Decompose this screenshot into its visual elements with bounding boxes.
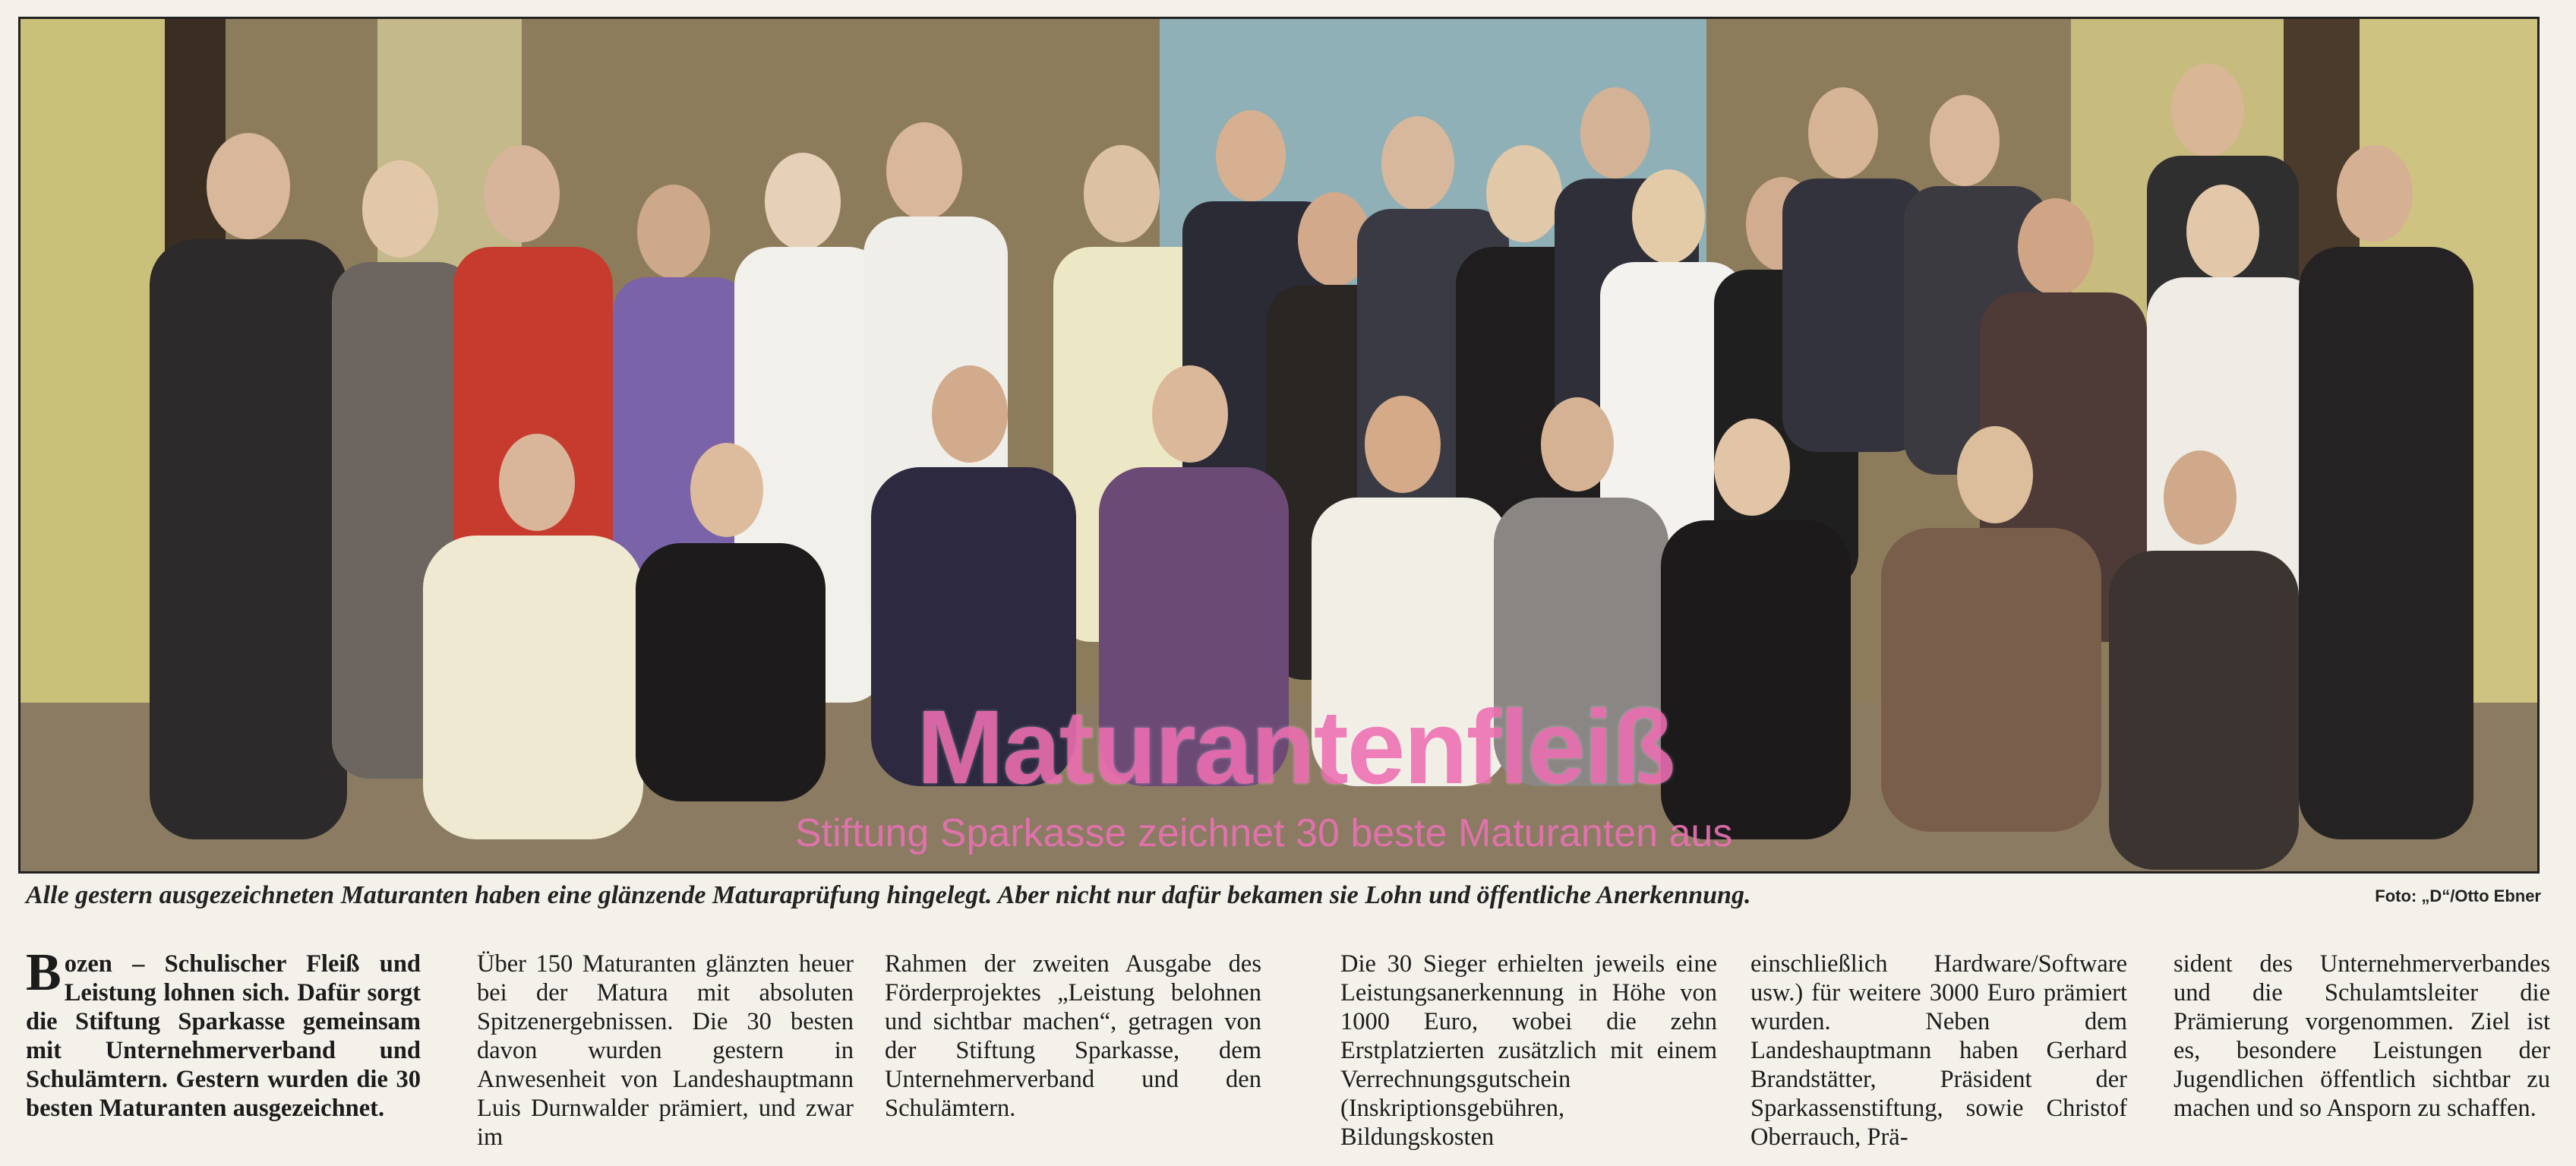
article-column-2: Über 150 Maturanten glänzten heuer bei der Matura mit absoluten Spitzenergebnissen. Die 30 besten davon wurden gestern in Anwesenheit von Landeshauptmann Luis Durnwalder prämiert, und zwar im <box>477 950 854 1151</box>
article-column-3: Rahmen der zweiten Ausgabe des Förderprojektes „Leistung belohnen und sichtbar machen“, getragen von der Stiftung Sparkasse, dem Unternehmerverband und den Schulämtern. <box>885 950 1261 1122</box>
subheadline: Stiftung Sparkasse zeichnet 30 beste Maturanten aus <box>795 811 1733 855</box>
lead-dropcap: B <box>26 943 62 1002</box>
photo-credit: Foto: „D“/Otto Ebner <box>2375 886 2541 905</box>
headline: Maturantenfleiß <box>917 689 1675 806</box>
group-photo <box>18 17 2540 874</box>
lead-text: ozen – Schulischer Fleiß und Leistung lohnen sich. Dafür sorgt die Stiftung Sparkasse gemeinsam mit Unternehmerverband und Schulämtern. Gestern wurden die 30 besten Maturanten ausgezeichnet. <box>26 950 421 1122</box>
photo-caption: Alle gestern ausgezeichneten Maturanten haben eine glänzende Maturaprüfung hingelegt. Aber nicht nur dafür bekamen sie Lohn und öffentliche Anerkennung. <box>26 881 1751 909</box>
article-lead <box>26 943 421 1123</box>
article-column-6: sident des Unternehmerverbandes und die Schulamtsleiter die Prämierung vorgenommen. Ziel ist es, besondere Leistungen der Jugendlichen öffentlich sichtbar zu machen und so Ansporn zu schaffen. <box>2174 950 2550 1122</box>
article-column-4: Die 30 Sieger erhielten jeweils eine Leistungsanerkennung in Höhe von 1000 Euro, wobei die zehn Erstplatzierten zusätzlich mit einem Verrechnungsgutschein (Inskriptionsgebühren, Bildungskosten <box>1340 950 1717 1151</box>
article-column-5: einschließlich Hardware/Software usw.) für weitere 3000 Euro prämiert wurden. Neben dem Landeshauptmann haben Gerhard Brandstätter, Präsident der Sparkassenstiftung, sowie Christof Oberrauch, Prä- <box>1750 950 2127 1151</box>
